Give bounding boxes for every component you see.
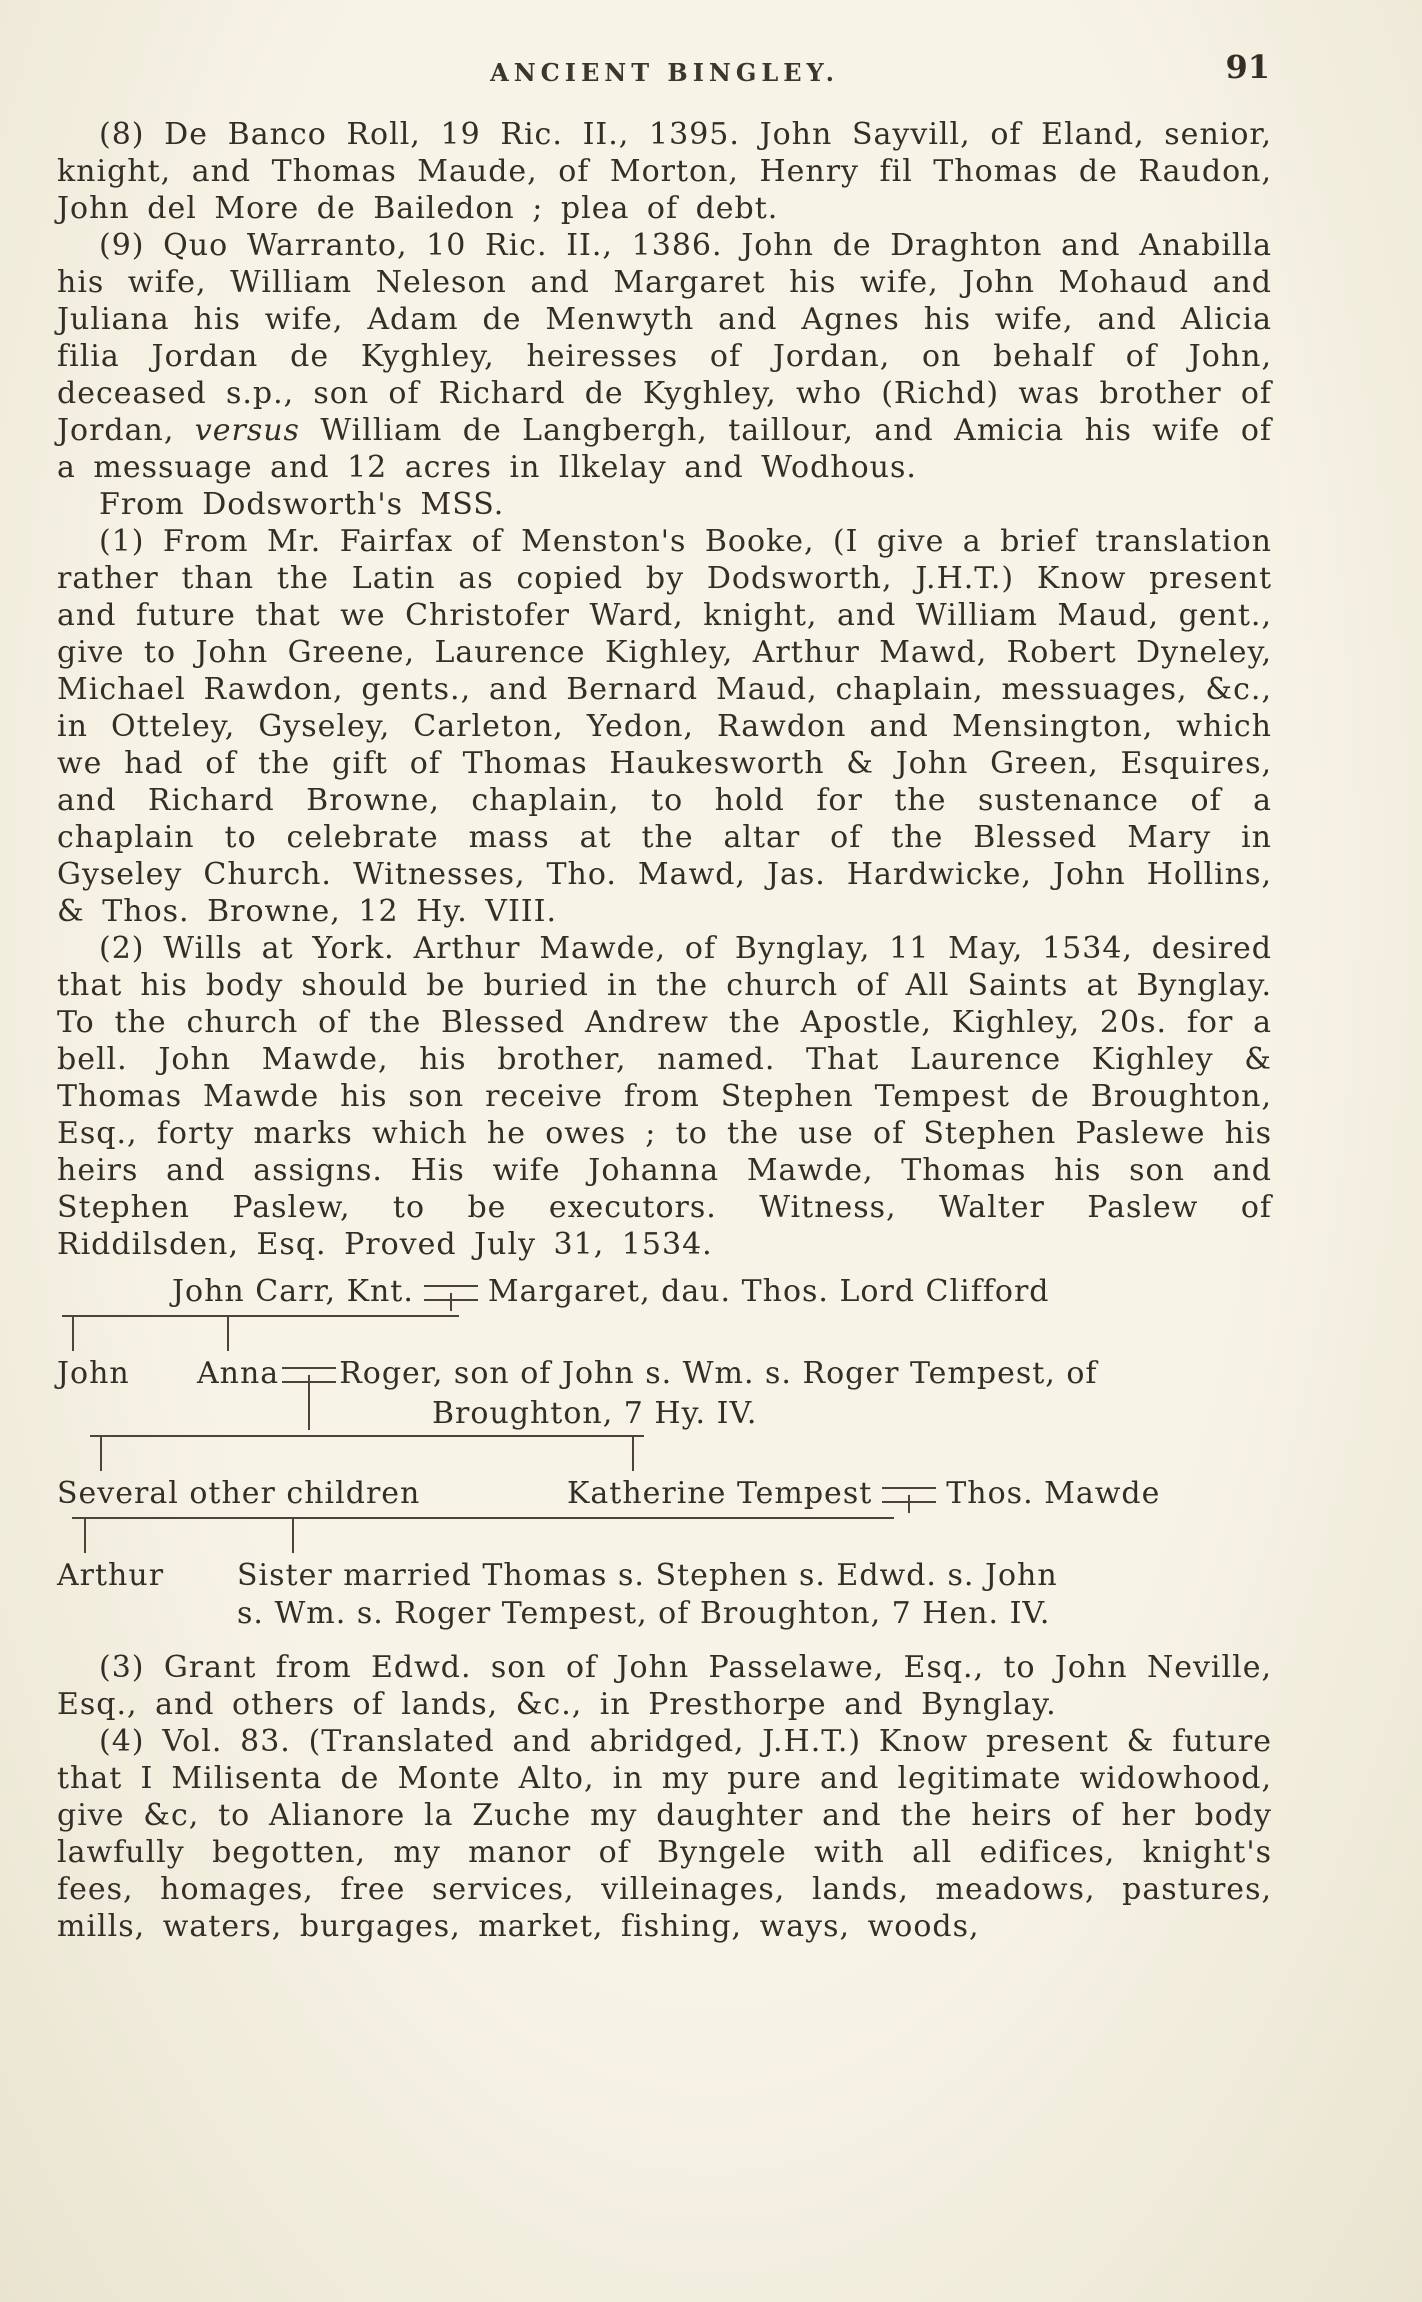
gen2-husband-line2: Broughton, 7 Hy. IV. [432,1396,758,1431]
sibling-rail-gen3 [90,1435,644,1437]
gen2-child-john: John [57,1356,130,1391]
dodsworth-heading: From Dodsworth's MSS. [99,487,505,522]
paragraph-9-text-cont: William de Langbergh, taillour, and Amicia his wife of a messuage and 12 acres in Ilkelay and Wodhous. [57,413,1272,485]
page-header [57,46,1272,98]
paragraph-3: (3) Grant from Edwd. son of John Passelawe, Esq., to John Neville, Esq., and others of lands, &c., in Presthorpe and Bynglay. [57,1650,1272,1722]
gen2-husband: Roger, son of John s. Wm. s. Roger Tempest, of [339,1356,1098,1391]
gen4-child-sister-line2: s. Wm. s. Roger Tempest, of Broughton, 7 Hen. IV. [237,1596,1051,1631]
paragraph-9 [57,227,1272,486]
descent-tick-anna [227,1317,229,1351]
paragraph-1: (1) From Mr. Fairfax of Menston's Booke, (I give a brief translation rather than the Latin as copied by Dodsworth, J.H.T.) Know present and future that we Christofer Ward, knight, and William Maud, gent., give to John Greene, Laurence Kighley, Arthur Mawd, Robert Dyneley, Michael Rawdon, gents., and Bernard Maud, chaplain, messuages, &c., in Otteley, Gyseley, Carleton, Yedon, Rawdon and Mensington, which we had of the gift of Thomas Haukesworth & John Green, Esquires, and Richard Browne, chaplain, to hold for the sustenance of a chaplain to celebrate mass at the altar of the Blessed Mary in Gyseley Church. Witnesses, Tho. Mawd, Jas. Hardwicke, John Hollins, & Thos. Browne, 12 Hy. VIII. [57,524,1272,929]
pedigree-chart [42,1273,1272,1641]
marriage-symbol-icon [424,1285,478,1301]
running-title: ANCIENT BINGLEY. [490,58,839,87]
gen4-child-sister-line1: Sister married Thomas s. Stephen s. Edwd. s. John [237,1558,1058,1593]
paragraph-4: (4) Vol. 83. (Translated and abridged, J.H.T.) Know present & future that I Milisenta de Monte Alto, in my pure and legitimate widowhood, give &c, to Alianore la Zuche my daughter and the heirs of her body lawfully begotten, my manor of Byngele with all edifices, knight's fees, homages, free services, villeinages, lands, meadows, pastures, mills, waters, burgages, market, fishing, ways, woods, [57,1724,1272,1944]
gen1-husband: John Carr, Knt. [172,1274,414,1309]
pedigree-gen1-marriage [172,1273,1050,1310]
paragraph-8: (8) De Banco Roll, 19 Ric. II., 1395. John Sayvill, of Eland, senior, knight, and Thomas Maude, of Morton, Henry fil Thomas de Raudon, John del More de Bailedon ; plea of debt. [57,117,1272,226]
marriage-symbol-icon [882,1487,936,1503]
descent-tick-several-children [100,1437,102,1471]
page-number: 91 [1225,48,1270,86]
marriage-symbol-icon [282,1367,336,1383]
gen3-children: Several other children [57,1476,421,1511]
descent-tick-sister [292,1519,294,1553]
pedigree-gen3-marriage [567,1475,1160,1512]
sibling-rail-gen2 [62,1315,459,1317]
gen2-wife: Anna [197,1356,280,1391]
gen1-wife: Margaret, dau. Thos. Lord Clifford [487,1274,1050,1309]
gen3-husband: Thos. Mawde [946,1476,1161,1511]
gen4-child-arthur: Arthur [57,1558,165,1593]
descent-tick-katherine [632,1437,634,1471]
versus-italic-word: versus [194,413,300,448]
paragraph-9-text: (9) Quo Warranto, 10 Ric. II., 1386. John de Draghton and Anabilla his wife, William Neleson and Margaret his wife, John Mohaud and Juliana his wife, Adam de Menwyth and Agnes his wife, and Alicia filia Jordan de Kyghley, heiresses of Jordan, on behalf of John, deceased s.p., son of Richard de Kyghley, who (Richd) was brother of Jordan, [57,228,1272,448]
pedigree-gen2-marriage [197,1355,1098,1392]
descent-tick-john [72,1317,74,1351]
sibling-rail-gen4 [72,1517,894,1519]
gen3-wife: Katherine Tempest [567,1476,873,1511]
paragraph-2: (2) Wills at York. Arthur Mawde, of Bynglay, 11 May, 1534, desired that his body should be buried in the church of All Saints at Bynglay. To the church of the Blessed Andrew the Apostle, Kighley, 20s. for a bell. John Mawde, his brother, named. That Laurence Kighley & Thomas Mawde his son receive from Stephen Tempest de Broughton, Esq., forty marks which he owes ; to the use of Stephen Paslewe his heirs and assigns. His wife Johanna Mawde, Thomas his son and Stephen Paslew, to be executors. Witness, Walter Paslew of Riddilsden, Esq. Proved July 31, 1534. [57,931,1272,1262]
descent-tick-arthur [84,1519,86,1553]
